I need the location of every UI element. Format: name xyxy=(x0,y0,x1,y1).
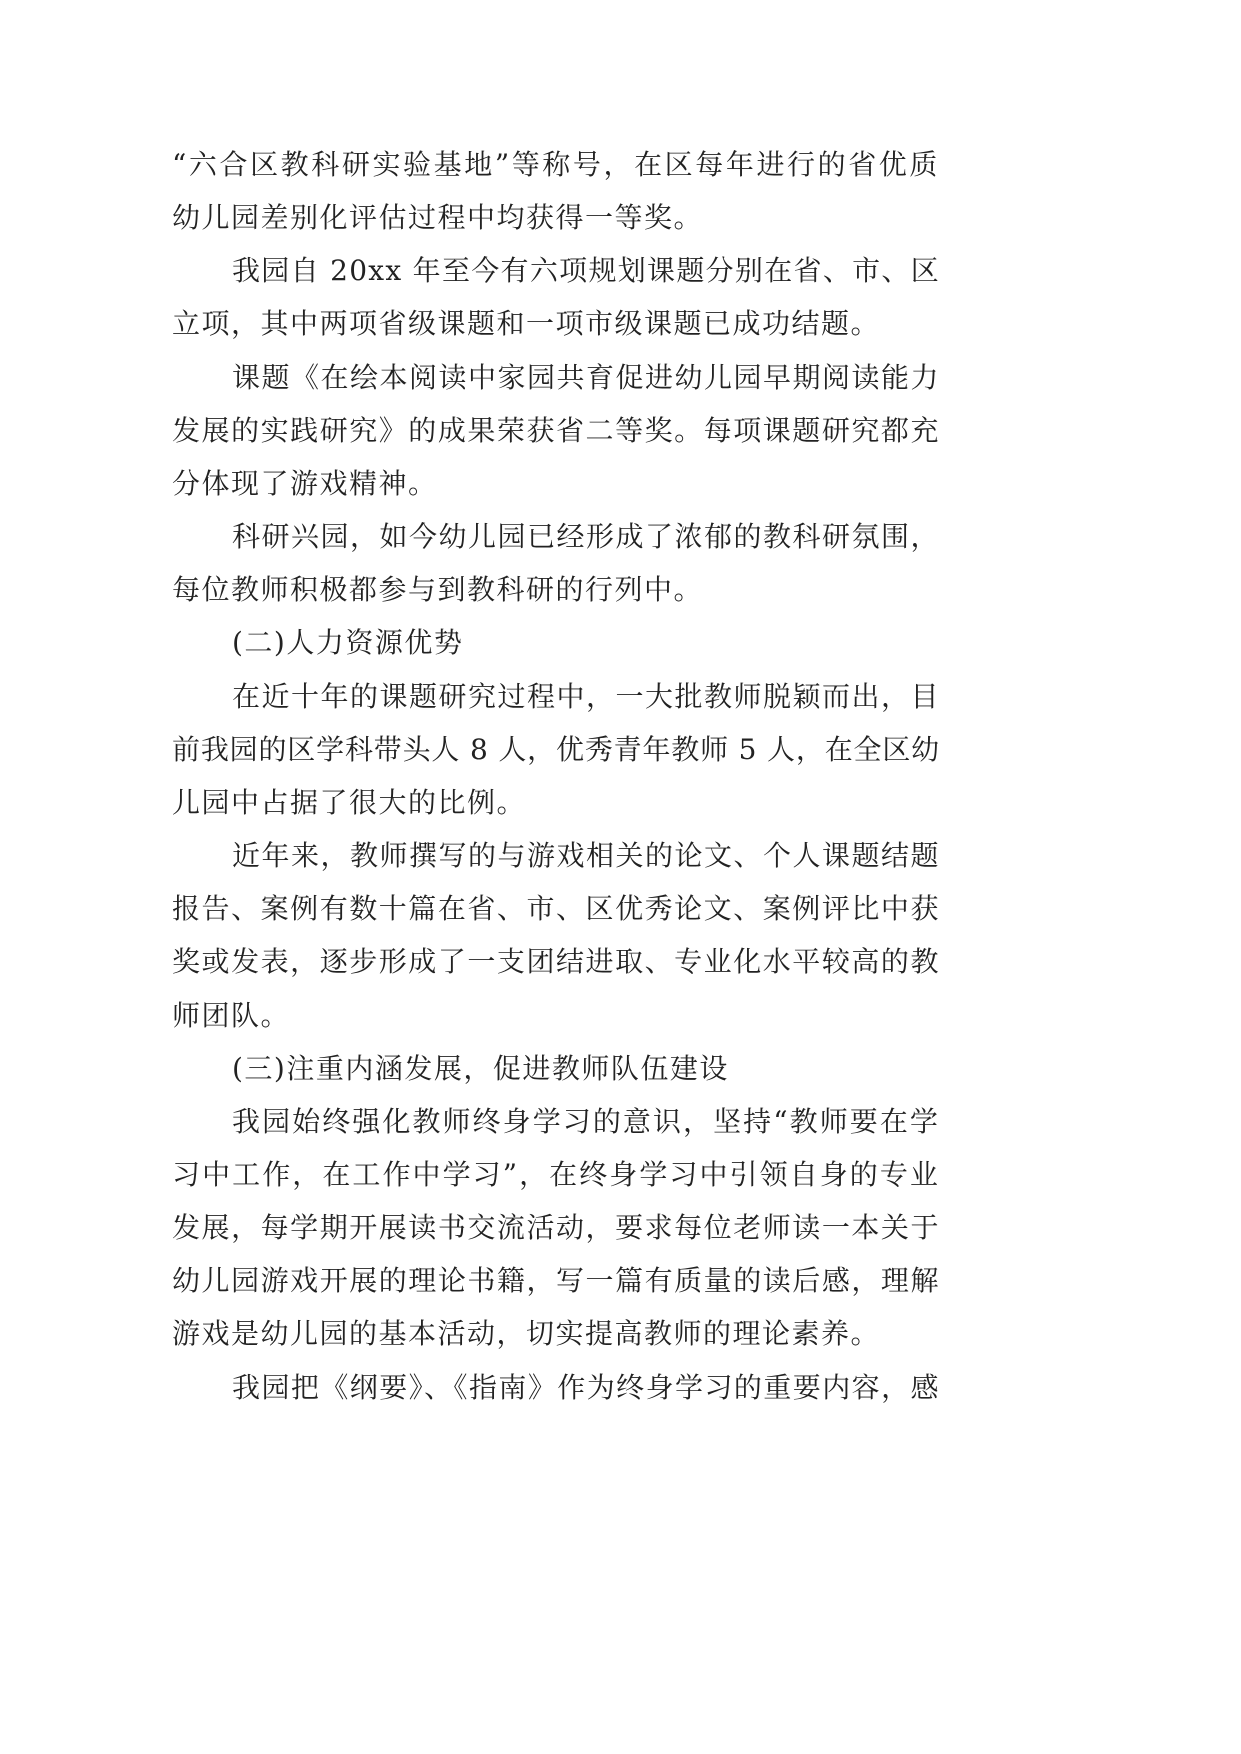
section-heading-text: (二)人力资源优势 xyxy=(232,626,464,660)
paragraph-line: 我园始终强化教师终身学习的意识，坚持“教师要在学 xyxy=(232,1104,940,1138)
paragraph xyxy=(172,244,952,350)
paragraph-line: 课题《在绘本阅读中家园共育促进幼儿园早期阅读能力 xyxy=(232,360,940,394)
paragraph-line: 师团队。 xyxy=(172,998,291,1032)
paragraph-line: 我园自 20xx 年至今有六项规划课题分别在省、市、区 xyxy=(232,254,940,288)
paragraph-line: 立项，其中两项省级课题和一项市级课题已成功结题。 xyxy=(172,307,881,341)
paragraph xyxy=(172,510,952,616)
section-heading xyxy=(172,1042,952,1095)
paragraph-line: 在近十年的课题研究过程中，一大批教师脱颖而出，目 xyxy=(232,679,940,713)
paragraph-line: 分体现了游戏精神。 xyxy=(172,466,438,500)
paragraph-line: 发展，每学期开展读书交流活动，要求每位老师读一本关于 xyxy=(172,1211,940,1245)
paragraph-line: 幼儿园游戏开展的理论书籍，写一篇有质量的读后感，理解 xyxy=(172,1264,940,1298)
paragraph-line: 游戏是幼儿园的基本活动，切实提高教师的理论素养。 xyxy=(172,1317,881,1351)
paragraph-line: 我园把《纲要》、《指南》作为终身学习的重要内容，感 xyxy=(232,1370,940,1404)
paragraph-line: 奖或发表，逐步形成了一支团结进取、专业化水平较高的教 xyxy=(172,945,940,979)
paragraph-line: 科研兴园，如今幼儿园已经形成了浓郁的教科研氛围， xyxy=(232,520,940,554)
paragraph-line: 习中工作，在工作中学习”，在终身学习中引领自身的专业 xyxy=(172,1157,940,1191)
paragraph-line: 幼儿园差别化评估过程中均获得一等奖。 xyxy=(172,201,704,235)
paragraph-line: 近年来，教师撰写的与游戏相关的论文、个人课题结题 xyxy=(232,839,940,873)
paragraph xyxy=(172,351,952,510)
paragraph-line: 儿园中占据了很大的比例。 xyxy=(172,785,527,819)
section-heading xyxy=(172,616,952,669)
paragraph-line: 前我园的区学科带头人 8 人，优秀青年教师 5 人，在全区幼 xyxy=(172,732,940,766)
paragraph xyxy=(172,1361,952,1414)
paragraph xyxy=(172,670,952,829)
body-text xyxy=(172,138,952,1414)
paragraph xyxy=(172,1095,952,1361)
paragraph xyxy=(172,138,952,244)
paragraph-line: 报告、案例有数十篇在省、市、区优秀论文、案例评比中获 xyxy=(172,892,940,926)
paragraph-line: “六合区教科研实验基地”等称号，在区每年进行的省优质 xyxy=(172,148,940,181)
section-heading-text: (三)注重内涵发展，促进教师队伍建设 xyxy=(232,1051,729,1085)
paragraph-line: 发展的实践研究》的成果荣获省二等奖。每项课题研究都充 xyxy=(172,413,940,447)
paragraph xyxy=(172,829,952,1042)
paragraph-line: 每位教师积极都参与到教科研的行列中。 xyxy=(172,573,704,607)
